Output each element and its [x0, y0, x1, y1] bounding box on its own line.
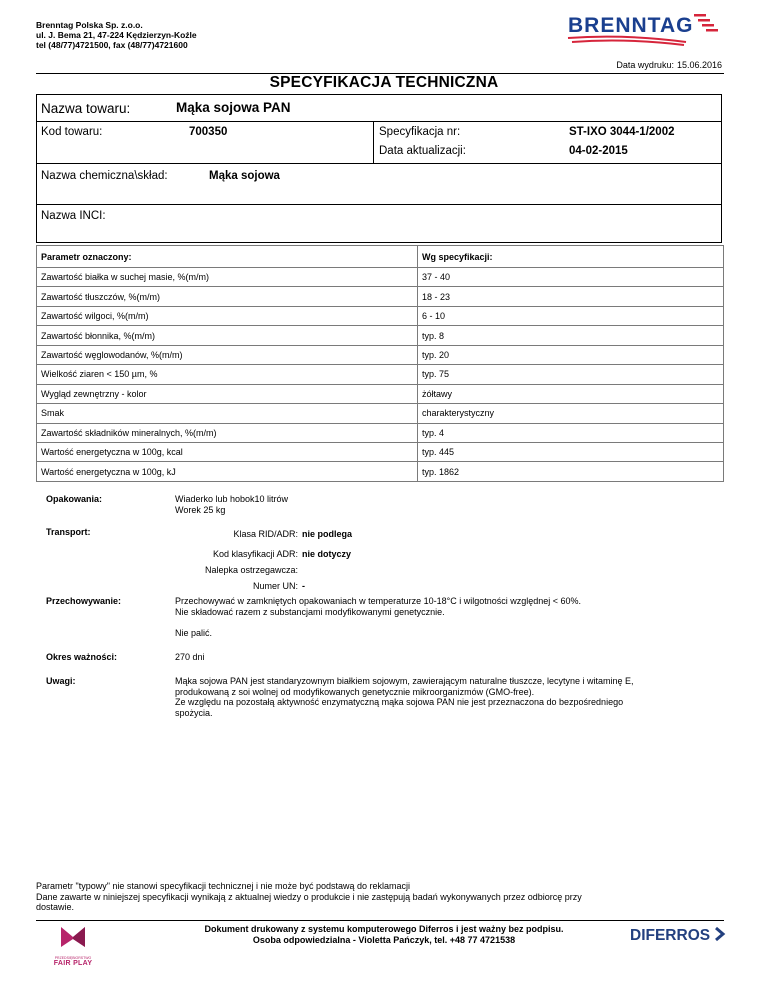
table-row [37, 404, 724, 423]
company-address [36, 20, 197, 50]
footer-note [36, 881, 726, 913]
param-cell: Smak [37, 404, 418, 423]
rid-class-value: nie podlega [302, 529, 353, 539]
param-cell: Zawartość białka w suchej masie, %(m/m) [37, 268, 418, 287]
table-row [37, 287, 724, 306]
fair-play-text: FAIR PLAY [53, 960, 93, 967]
parameters-table [36, 245, 724, 482]
spec-cell: 6 - 10 [418, 306, 724, 325]
table-row [37, 423, 724, 442]
chemical-name-value: Mąka sojowa [209, 170, 280, 182]
remarks-line: spożycia. [175, 707, 213, 718]
product-name-box [36, 94, 722, 122]
footer-center-line: Osoba odpowiedzialna - Violetta Pańczyk, tel. +48 77 4721538 [252, 935, 516, 945]
company-phone: tel (48/77)4721500, fax (48/77)4721600 [36, 40, 188, 50]
spec-cell: 37 - 40 [418, 268, 724, 287]
param-cell: Zawartość wilgoci, %(m/m) [37, 306, 418, 325]
document-title: SPECYFIKACJA TECHNICZNA [269, 74, 499, 91]
spec-number-value: ST-IXO 3044-1/2002 [569, 126, 675, 138]
table-row [37, 326, 724, 345]
no-smoking-text: Nie palić. [175, 628, 213, 638]
brenntag-logo [566, 10, 730, 46]
spec-number-label: Specyfikacja nr: [379, 126, 461, 138]
shelf-life-value: 270 dni [175, 652, 205, 662]
spec-cell: charakterystyczny [418, 404, 724, 423]
remarks-label: Uwagi: [46, 676, 76, 686]
rid-class-label: Klasa RID/ADR: [233, 529, 298, 539]
print-date-label: Data wydruku: [616, 60, 674, 70]
chemical-name-label: Nazwa chemiczna\skład: [41, 170, 168, 182]
footer-note-line: Parametr "typowy" nie stanowi specyfikacji technicznej i nie może być podstawą do reklamacji [36, 881, 411, 891]
param-cell: Zawartość tłuszczów, %(m/m) [37, 287, 418, 306]
transport-label: Transport: [46, 527, 91, 537]
storage-label: Przechowywanie: [46, 596, 122, 606]
column-header-parameter: Parametr oznaczony: [37, 246, 418, 268]
param-cell: Zawartość węglowodanów, %(m/m) [37, 345, 418, 364]
param-cell: Wartość energetyczna w 100g, kJ [37, 462, 418, 481]
print-date [616, 60, 722, 70]
table-header-row [37, 246, 724, 268]
spec-cell: żółtawy [418, 384, 724, 403]
storage-text [175, 596, 581, 617]
param-cell: Zawartość błonnika, %(m/m) [37, 326, 418, 345]
info-hline-2 [37, 204, 721, 205]
brenntag-logo-text: BRENNTAG [568, 14, 694, 37]
footer-center-line: Dokument drukowany z systemu komputerowego Diferros i jest ważny bez podpisu. [204, 924, 564, 934]
adr-code-label: Kod klasyfikacji ADR: [212, 549, 298, 559]
param-cell: Wartość energetyczna w 100g, kcal [37, 442, 418, 461]
product-name-label: Nazwa towaru: [41, 101, 131, 116]
remarks-line: Mąka sojowa PAN jest standaryzownym białkiem sojowym, zawierającym naturalne tłuszcze, lecytyne i witaminę E, [175, 676, 634, 686]
packaging-text [175, 494, 288, 515]
spec-cell: 18 - 23 [418, 287, 724, 306]
spec-cell: typ. 4 [418, 423, 724, 442]
diferros-logo [628, 923, 728, 945]
remarks-text [175, 676, 634, 718]
company-street: ul. J. Bema 21, 47-224 Kędzierzyn-Koźle [36, 30, 197, 40]
column-header-spec: Wg specyfikacji: [418, 246, 724, 268]
storage-line: Przechowywać w zamkniętych opakowaniach w temperaturze 10-18°C i wilgotności względnej < 60%. [175, 596, 582, 606]
footer-divider [36, 920, 724, 921]
company-name: Brenntag Polska Sp. z.o.o. [36, 20, 143, 30]
footer-note-line: dostawie. [36, 902, 75, 912]
diferros-chevron-icon [716, 928, 723, 940]
table-row [37, 306, 724, 325]
remarks-line: produkowaną z soi wolnej od modyfikowanych genetycznie mikroorganizmów (GMO-free). [175, 686, 535, 697]
footer-note-line: Dane zawarte w niniejszej specyfikacji wynikają z aktualnej wiedzy o produkcie i nie zastępują badań wykonywanych przez odbiorcę przy [36, 891, 582, 902]
packaging-line: Worek 25 kg [175, 504, 226, 515]
remarks-line: Ze względu na pozostałą aktywność enzymatyczną mąka sojowa PAN nie jest przeznaczona do bezpośredniego [175, 697, 624, 707]
diferros-logo-text: DIFERROS [630, 927, 711, 944]
info-hline-1 [37, 163, 721, 164]
table-row [37, 462, 724, 481]
param-cell: Wielkość ziaren < 150 µm, % [37, 365, 418, 384]
spec-cell: typ. 75 [418, 365, 724, 384]
product-name-value: Mąka sojowa PAN [176, 100, 291, 115]
spec-cell: typ. 1862 [418, 462, 724, 481]
spec-vline [373, 122, 374, 163]
shelf-life-label: Okres ważności: [46, 652, 118, 662]
fair-play-small-text: PRZEDSIĘBIORSTWO [54, 956, 92, 960]
param-cell: Zawartość składników mineralnych, %(m/m) [37, 423, 418, 442]
update-date-value: 04-02-2015 [569, 145, 628, 157]
table-row [37, 345, 724, 364]
table-row [37, 365, 724, 384]
spec-cell: typ. 445 [418, 442, 724, 461]
product-code-value: 700350 [189, 126, 228, 138]
product-code-label: Kod towaru: [41, 126, 103, 138]
packaging-line: Wiaderko lub hobok10 litrów [175, 494, 289, 504]
product-info-box [36, 121, 722, 243]
adr-code-value: nie dotyczy [302, 549, 352, 559]
un-number-value: - [302, 581, 305, 591]
table-row [37, 268, 724, 287]
storage-line: Nie składować razem z substancjami modyfikowanymi genetycznie. [175, 606, 445, 617]
print-date-value: 15.06.2016 [676, 60, 722, 70]
warning-sticker-label: Nalepka ostrzegawcza: [204, 565, 298, 575]
table-row [37, 442, 724, 461]
packaging-label: Opakowania: [46, 494, 103, 504]
spec-cell: typ. 20 [418, 345, 724, 364]
spec-cell: typ. 8 [418, 326, 724, 345]
table-row [37, 384, 724, 403]
param-cell: Wygląd zewnętrzny - kolor [37, 384, 418, 403]
update-date-label: Data aktualizacji: [379, 145, 466, 157]
inci-name-label: Nazwa INCI: [41, 210, 106, 222]
un-number-label: Numer UN: [252, 581, 298, 591]
